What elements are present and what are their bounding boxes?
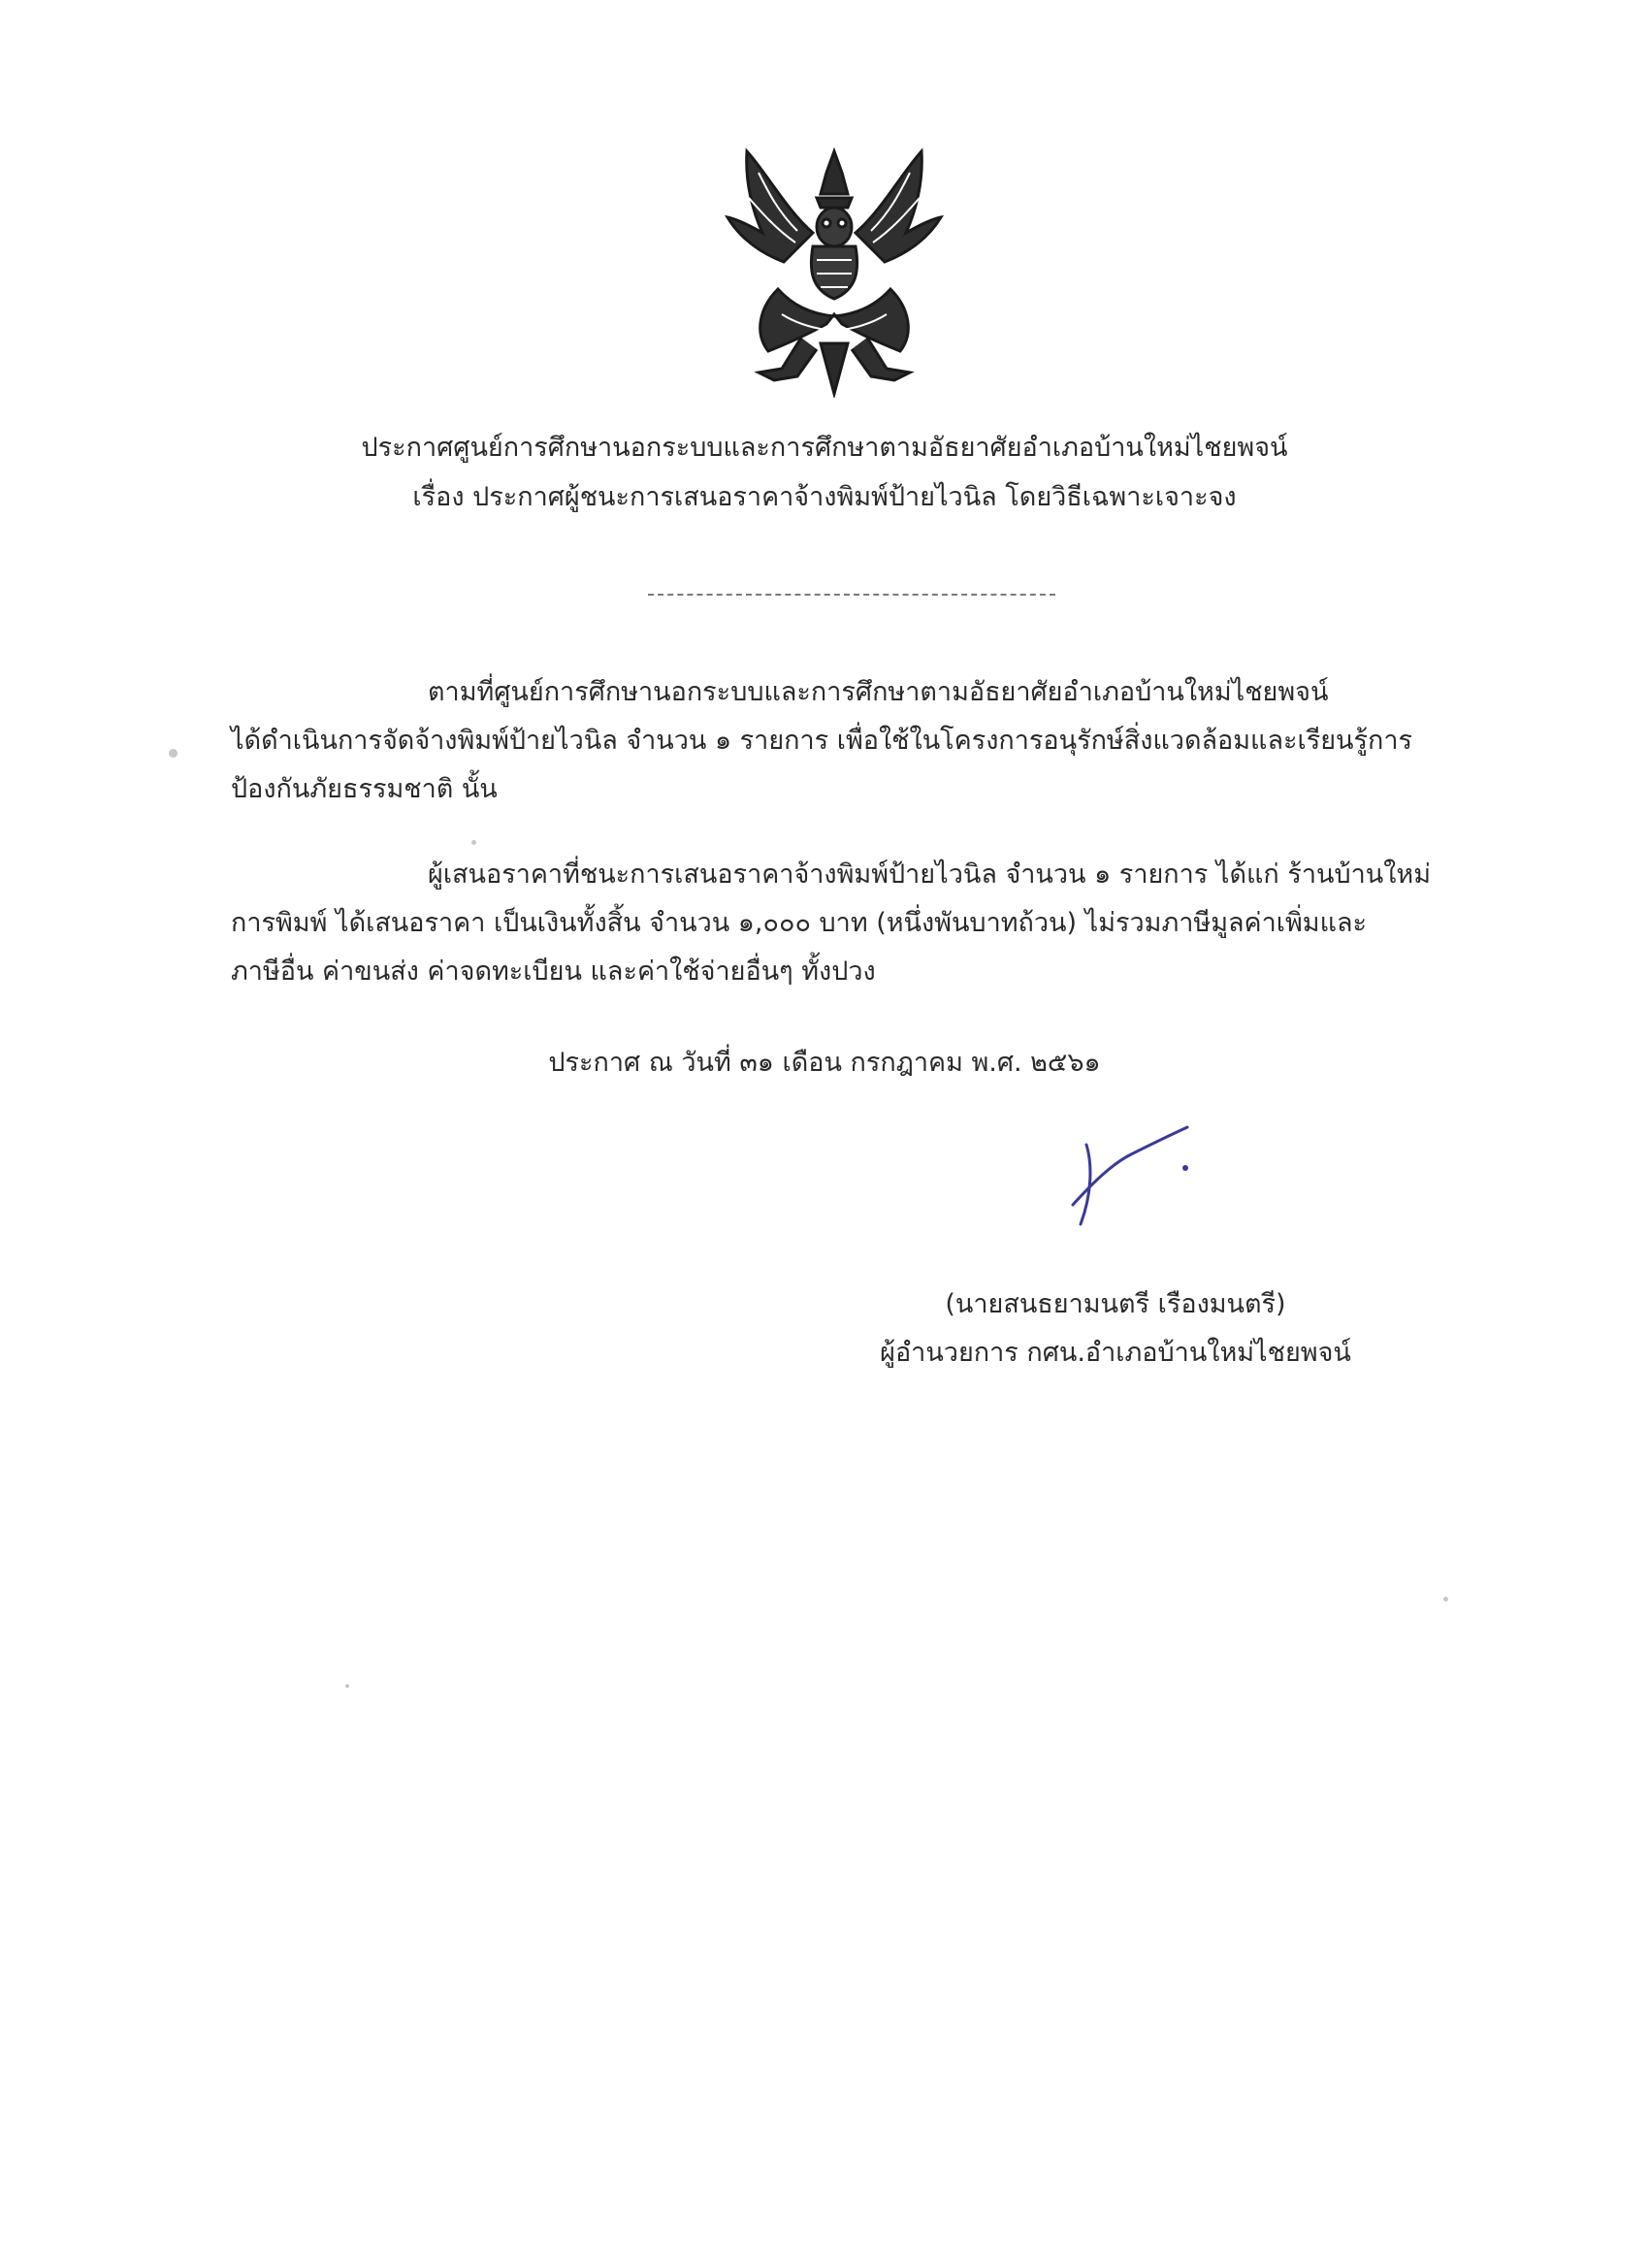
scan-speck [471, 840, 476, 845]
para1-line1: ตามที่ศูนย์การศึกษานอกระบบและการศึกษาตามอัธยาศัยอำเภอบ้านใหม่ไชยพจน์ [428, 677, 1329, 707]
announcement-date: ประกาศ ณ วันที่ ๓๑ เดือน กรกฎาคม พ.ศ. ๒๕๖๑ [548, 1048, 1101, 1078]
para2-line3: ภาษีอื่น ค่าขนส่ง ค่าจดทะเบียน และค่าใช้จ่ายอื่นๆ ทั้งปวง [231, 956, 876, 987]
signer-name: (นายสนธยามนตรี เรืองมนตรี) [945, 1289, 1286, 1319]
scan-speck [169, 749, 178, 758]
announcement-subject: เรื่อง ประกาศผู้ชนะการเสนอราคาจ้างพิมพ์ป้ายไวนิล โดยวิธีเฉพาะเจาะจง [412, 482, 1237, 512]
signer-position: ผู้อำนวยการ กศน.อำเภอบ้านใหม่ไชยพจน์ [880, 1338, 1351, 1368]
para2-line1: ผู้เสนอราคาที่ชนะการเสนอราคาจ้างพิมพ์ป้ายไวนิล จำนวน ๑ รายการ ได้แก่ ร้านบ้านใหม่ [428, 859, 1431, 890]
para1-line3: ป้องกันภัยธรรมชาติ นั้น [231, 774, 498, 804]
signature-mark [1053, 1116, 1199, 1232]
divider-rule [648, 594, 1055, 596]
scan-speck [1443, 1597, 1448, 1602]
para2-line2: การพิมพ์ ได้เสนอราคา เป็นเงินทั้งสิ้น จำนวน ๑,๐๐๐ บาท (หนึ่งพันบาทถ้วน) ไม่รวมภาษีมูลค่าเพิ่มและ [231, 908, 1368, 938]
announcement-title: ประกาศศูนย์การศึกษานอกระบบและการศึกษาตามอัธยาศัยอำเภอบ้านใหม่ไชยพจน์ [361, 433, 1288, 463]
garuda-emblem-icon [720, 144, 949, 398]
scan-speck [345, 1684, 349, 1688]
para1-line2: ได้ดำเนินการจัดจ้างพิมพ์ป้ายไวนิล จำนวน ๑ รายการ เพื่อใช้ในโครงการอนุรักษ์สิ่งแวดล้อมและเรียนรู้การ [231, 726, 1413, 756]
